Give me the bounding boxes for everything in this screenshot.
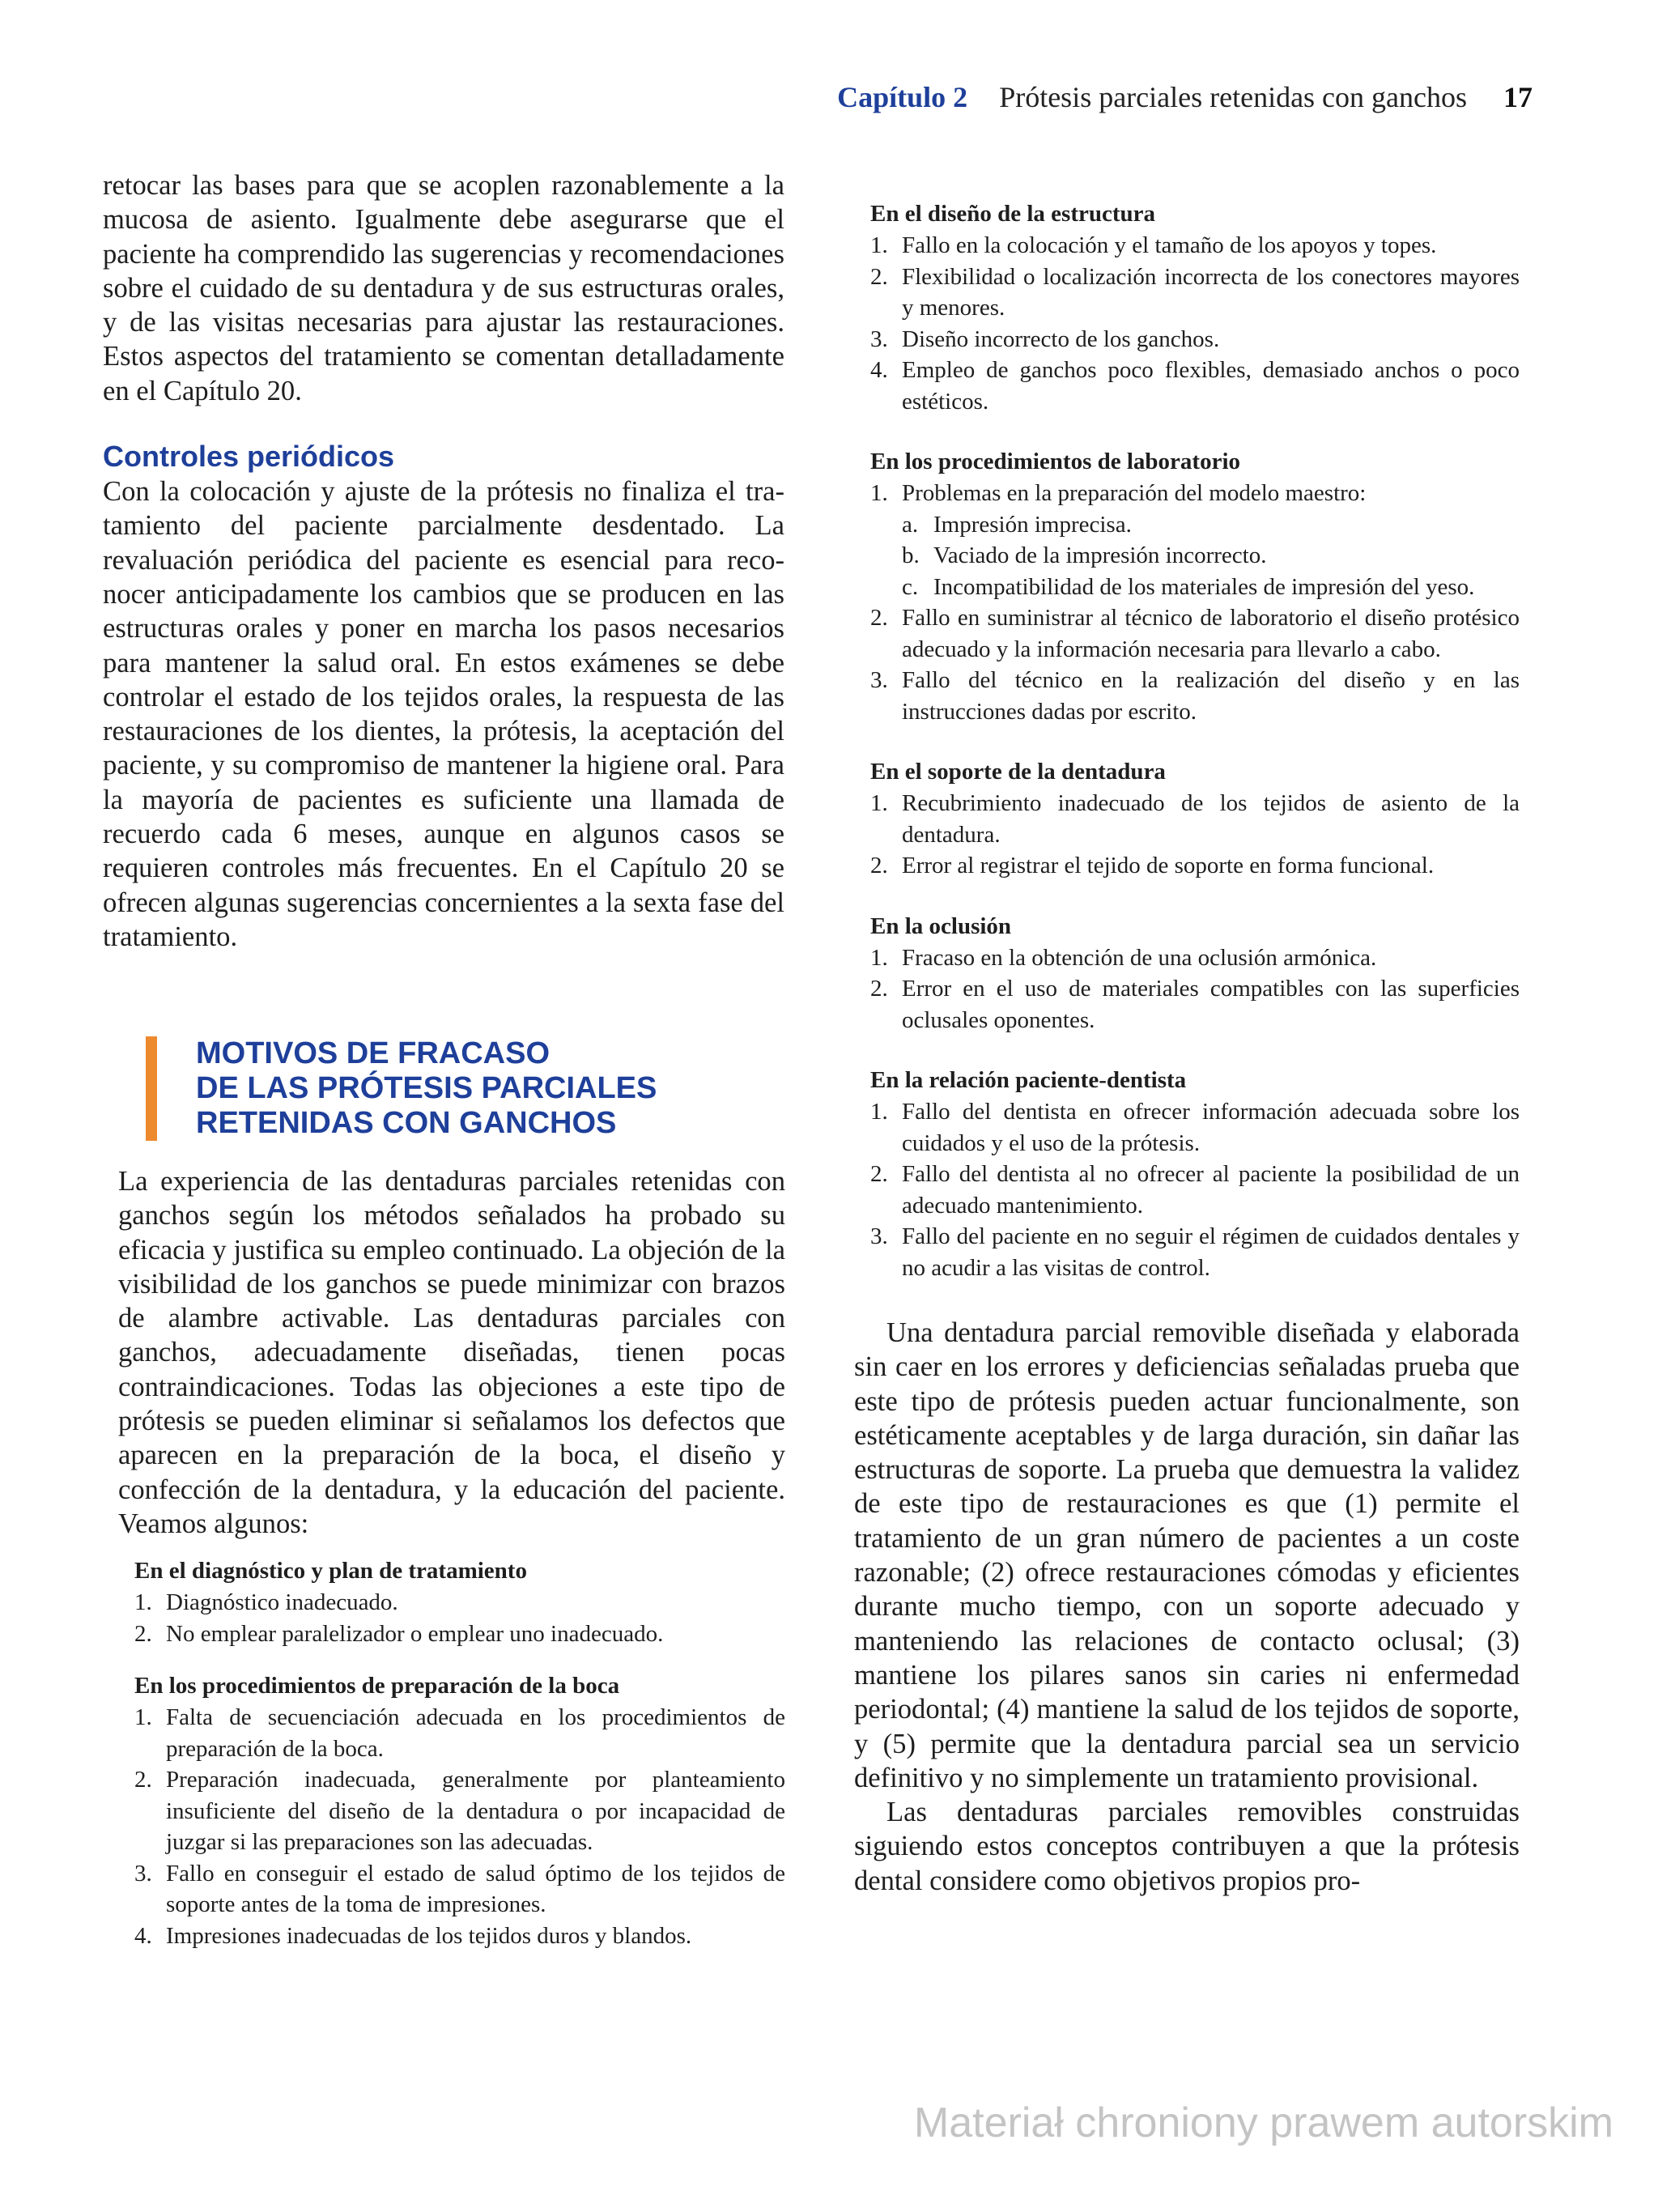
list-item: 1. Falta de secuenciación adecuada en los procedimientos de preparación de la boca. — [134, 1702, 785, 1764]
section-heading-line: MOTIVOS DE FRACASO — [196, 1036, 551, 1070]
sub-list-item: b. Vaciado de la impresión incorrecto. — [902, 540, 1520, 572]
list-marker: 2. — [870, 853, 888, 878]
list-item: 2. Flexibilidad o localización incorrecta de los conectores mayores y menores. — [870, 262, 1520, 324]
list-marker: 2. — [870, 263, 888, 290]
right-column — [854, 198, 1520, 1898]
intro-paragraph: retocar las bases para que se acoplen razonablemente a la mucosa de asiento. Igualmente debe asegurarse que el paciente ha comprendido las sugerencias y recomendaciones sobre el cuidado de su dentadura y de sus estructuras orales, y de las visitas necesarias para ajustar las restauraciones. Estos aspectos del tratamiento se comentan detalladamente en el Capítulo 20. — [103, 170, 784, 406]
chapter-title: Prótesis parciales retenidas con ganchos — [999, 81, 1467, 113]
list-item: 2. Fallo del dentista al no ofrecer al paciente la posibilidad de un adecuado mantenimiento. — [870, 1159, 1520, 1221]
list-item: 1. Recubrimiento inadecuado de los tejidos de asiento de la dentadura. — [870, 788, 1520, 850]
list-item: 4. Impresiones inadecuadas de los tejidos duros y blandos. — [134, 1921, 785, 1952]
list-marker: 1. — [134, 1704, 152, 1731]
motivos-body — [118, 1164, 785, 1951]
list-title: En la relación paciente-dentista — [870, 1067, 1187, 1093]
list-marker: 1. — [870, 480, 888, 506]
controles-heading: Controles periódicos — [103, 440, 395, 474]
list-item: 2. No emplear paralelizador o emplear uno inadecuado. — [134, 1619, 785, 1650]
list-estructura — [870, 198, 1520, 417]
list-marker: 1. — [870, 232, 888, 258]
list-marker: 2. — [870, 976, 888, 1002]
list-item: 2. Error en el uso de materiales compatibles con las superficies oclusales oponentes. — [870, 973, 1520, 1036]
list-oclusion — [870, 911, 1520, 1036]
list-marker: 2. — [134, 1767, 152, 1793]
list-item: 2. Error al registrar el tejido de soporte en forma funcional. — [870, 850, 1520, 882]
list-marker: 4. — [134, 1922, 152, 1949]
list-marker: 3. — [870, 325, 888, 352]
list-item: 3. Diseño incorrecto de los ganchos. — [870, 324, 1520, 355]
list-marker: b. — [902, 542, 920, 568]
list-item: 3. Fallo del técnico en la realización del diseño y en las instrucciones dadas por escrito. — [870, 665, 1520, 727]
list-marker: 3. — [134, 1860, 152, 1887]
controles-paragraph: Con la colocación y ajuste de la prótesis no finaliza el tratamiento del paciente parcialmente desdentado. La revaluación periódica del paciente es esencial para reconocer anticipadamente los cambios que se producen en las estructuras orales y poner en marcha los pasos necesarios para mantener la salud oral. En estos exámenes se debe controlar el estado de los tejidos orales, la respuesta de las restauraciones de los dientes, la prótesis, la aceptación del paciente, y su compromiso de mantener la higiene oral. Para la mayoría de pacientes es suficiente una llamada de recuerdo cada 6 meses, aunque en algunos casos se requieren controles más frecuentes. En el Capítulo 20 se ofrecen algunas sugerencias concernientes a la sexta fase del tratamiento. — [103, 476, 784, 952]
list-laboratorio — [870, 446, 1520, 727]
list-diagnostico — [134, 1555, 785, 1649]
closing-paragraph-2: Las dentaduras parciales removibles construidas siguiendo estos conceptos contribuyen a que la prótesis dental considere como objetivos propios pro- — [854, 1797, 1520, 1896]
list-marker: c. — [902, 573, 919, 600]
section-heading-line: RETENIDAS CON GANCHOS — [196, 1106, 617, 1140]
list-item: 2. Preparación inadecuada, generalmente por planteamiento insuficiente del diseño de la dentadura o por incapacidad de juzgar si las preparaciones son las adecuadas. — [134, 1764, 785, 1858]
list-marker: 2. — [870, 1161, 888, 1187]
list-item: 3. Fallo del paciente en no seguir el régimen de cuidados dentales y no acudir a las visitas de control. — [870, 1221, 1520, 1283]
sub-list-item: c. Incompatibilidad de los materiales de impresión del yeso. — [902, 572, 1520, 603]
list-item: 1. Fallo en la colocación y el tamaño de los apoyos y topes. — [870, 230, 1520, 262]
list-title: En los procedimientos de preparación de la boca — [134, 1673, 620, 1699]
section-heading-line: DE LAS PRÓTESIS PARCIALES — [196, 1071, 657, 1105]
list-title: En el diagnóstico y plan de tratamiento — [134, 1558, 527, 1585]
list-soporte — [870, 756, 1520, 882]
list-title: En los procedimientos de laboratorio — [870, 449, 1241, 474]
list-marker: 2. — [134, 1620, 152, 1647]
list-preparacion — [134, 1670, 785, 1951]
list-item: 2. Fallo en suministrar al técnico de laboratorio el diseño protésico adecuado y la información necesaria para llevarlo a cabo. — [870, 602, 1520, 665]
list-item: 1. Fallo del dentista en ofrecer información adecuada sobre los cuidados y el uso de la prótesis. — [870, 1096, 1520, 1159]
list-title: En el diseño de la estructura — [870, 201, 1156, 227]
list-title: En la oclusión — [870, 912, 1012, 939]
motivos-paragraph: La experiencia de las dentaduras parciales retenidas con ganchos según los métodos señalados ha probado su eficacia y justifica su empleo continuado. La objeción de la visibilidad de los ganchos se puede minimizar con brazos de alambre activable. Las dentaduras parciales con ganchos, adecuadamente diseñadas, tienen pocas contraindicaciones. Todas las objeciones a este tipo de prótesis se pueden eliminar si señalamos los defectos que aparecen en la preparación de la boca, el diseño y confección de la dentadura, y la educación del paciente. Veamos algunos: — [118, 1166, 785, 1539]
list-item: 1. Fracaso en la obtención de una oclusión armónica. — [870, 942, 1520, 974]
list-item: 4. Empleo de ganchos poco flexibles, demasiado anchos o poco estéticos. — [870, 355, 1520, 417]
list-marker: 3. — [870, 1223, 888, 1249]
list-marker: 2. — [870, 605, 888, 631]
list-marker: 1. — [134, 1589, 152, 1616]
list-marker: 1. — [870, 790, 888, 816]
list-marker: 4. — [870, 357, 888, 383]
list-marker: a. — [902, 511, 919, 538]
list-item: 3. Fallo en conseguir el estado de salud óptimo de los tejidos de soporte antes de la toma de impresiones. — [134, 1858, 785, 1921]
list-title: En el soporte de la dentadura — [870, 759, 1166, 785]
copyright-watermark: Materiał chroniony prawem autorskim — [913, 2099, 1613, 2146]
list-marker: 1. — [870, 944, 888, 971]
closing-paragraph-1: Una dentadura parcial removible diseñada y elaborada sin caer en los errores y deficiencias señaladas prueba que este tipo de prótesis pueden actuar funcionalmente, son estéticamente aceptables y de larga duración, sin dañar las estructuras de soporte. La prueba que demuestra la validez de este tipo de restauraciones es que (1) permite el tratamiento de un gran número de pacientes a un coste razonable; (2) ofrece restauraciones cómodas y eficientes durante mucho tiempo, con un soporte adecuado y manteniendo las relaciones de contacto oclusal; (3) mantiene los pilares sanos sin caries ni enfermedad periodontal; (4) mantiene la salud de los tejidos de soporte, y (5) permite que la dentadura parcial sea un servicio definitivo y no simplemente un tratamiento provisional. — [854, 1317, 1520, 1793]
list-item: 1. Problemas en la preparación del modelo maestro: a. Impresión imprecisa. b. Vaciado de la impresión incorrecto. c. Incompatibilidad de los materiales de impresión del yeso. — [870, 478, 1520, 602]
list-marker: 3. — [870, 667, 888, 693]
left-column — [103, 168, 784, 954]
list-item: 1. Diagnóstico inadecuado. — [134, 1587, 785, 1619]
sub-list-item: a. Impresión imprecisa. — [902, 509, 1520, 541]
closing-text — [854, 1316, 1520, 1898]
page-number: 17 — [1503, 81, 1533, 113]
chapter-label: Capítulo 2 — [837, 81, 968, 113]
list-marker: 1. — [870, 1099, 888, 1125]
running-header — [837, 78, 1533, 117]
list-relacion — [870, 1065, 1520, 1283]
section-heading — [146, 1036, 811, 1141]
